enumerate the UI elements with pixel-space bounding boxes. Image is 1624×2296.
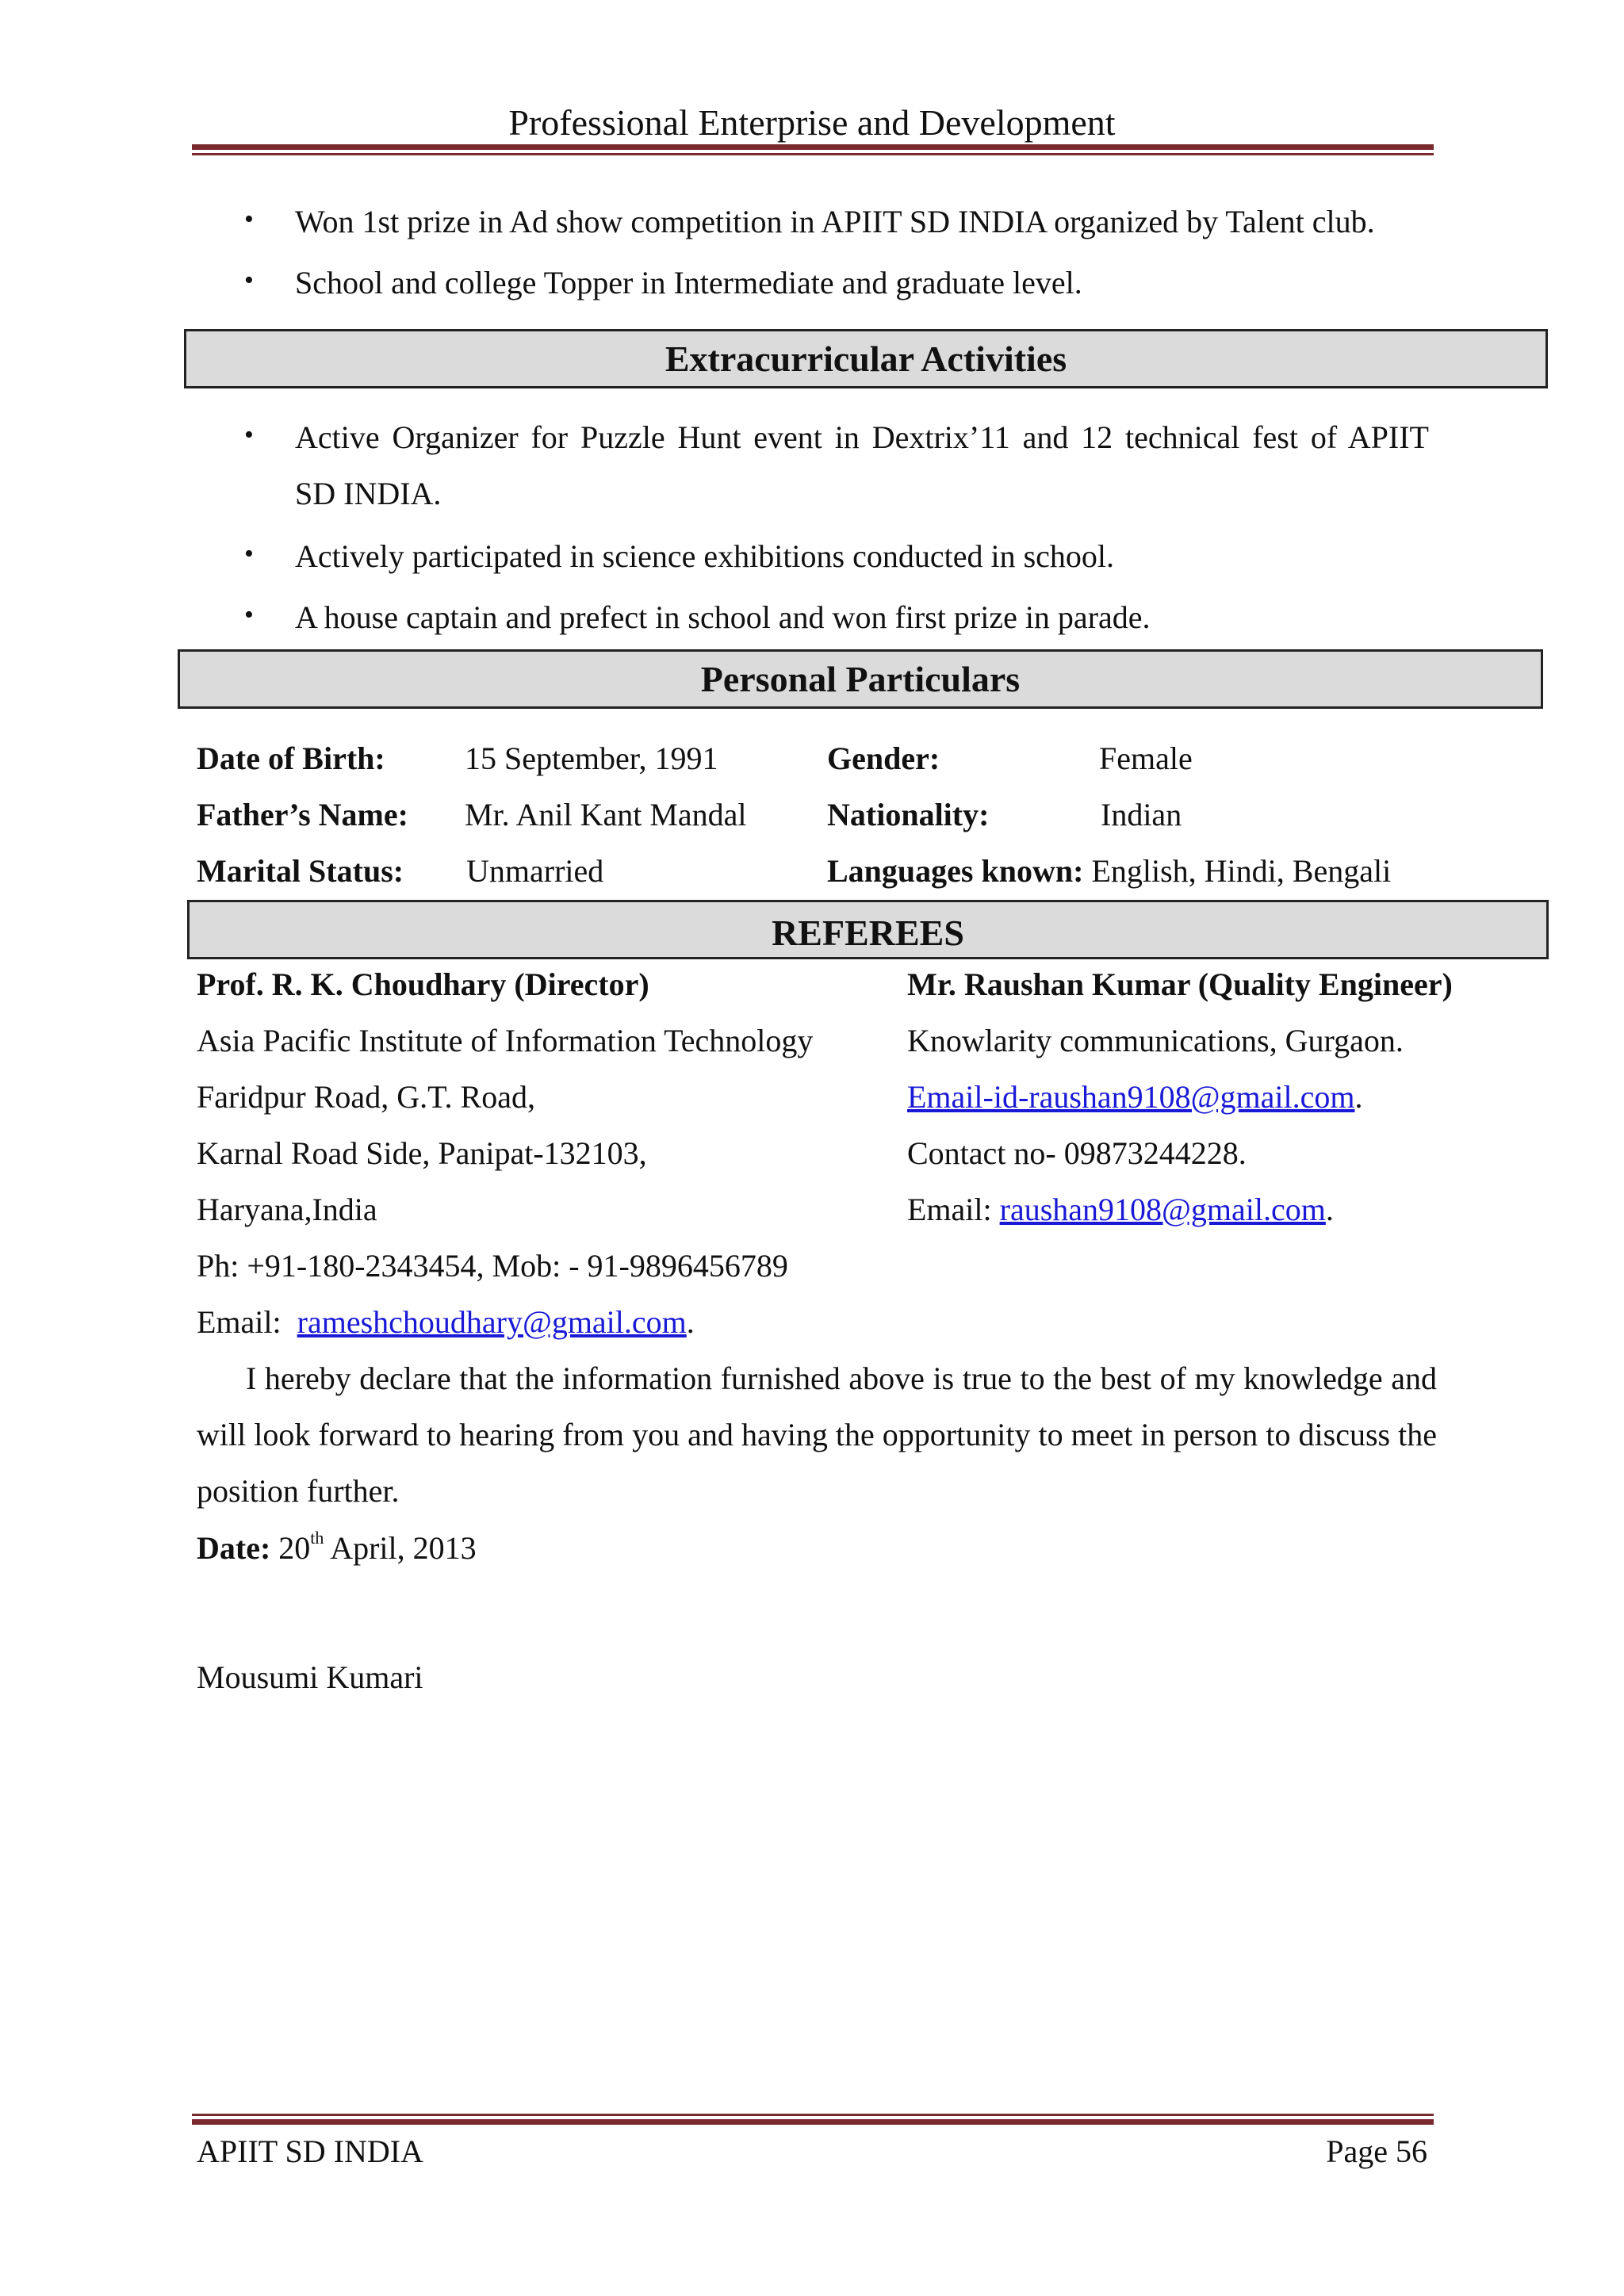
email-label: Email: xyxy=(907,1192,1000,1227)
header-rule xyxy=(192,144,1434,150)
referee-left-line: Haryana,India xyxy=(197,1192,377,1227)
languages-row xyxy=(827,855,1391,887)
bullet-icon: • xyxy=(244,205,254,234)
languages-value: English, Hindi, Bengali xyxy=(1083,853,1392,889)
activity-item: Active Organizer for Puzzle Hunt event in Dextrix’11 and 12 technical fest of APIIT xyxy=(295,419,1429,455)
gender-label: Gender: xyxy=(827,740,940,776)
referee-left-email-link[interactable]: rameshchoudhary@gmail.com xyxy=(297,1304,687,1340)
referee-left-line: Asia Pacific Institute of Information Technology xyxy=(197,1023,814,1058)
bullet-icon: • xyxy=(244,539,254,568)
activity-item: A house captain and prefect in school and won first prize in parade. xyxy=(295,599,1151,635)
footer-rule xyxy=(192,2119,1434,2125)
nationality-value: Indian xyxy=(1101,797,1182,832)
father-name-value: Mr. Anil Kant Mandal xyxy=(465,797,747,832)
declaration-date-row xyxy=(197,1528,477,1566)
achievement-item: Won 1st prize in Ad show competition in APIIT SD INDIA organized by Talent club. xyxy=(295,204,1375,239)
nationality-label: Nationality: xyxy=(827,797,990,832)
header-rule-thin xyxy=(192,153,1434,155)
father-name-label: Father’s Name: xyxy=(197,797,408,832)
email-label: Email: xyxy=(197,1304,297,1340)
bullet-icon: • xyxy=(244,420,254,450)
declaration-text: I hereby declare that the information furnished above is true to the best of my knowledge and will look forward to hearing from you and having the opportunity to meet in person to discuss the position further. xyxy=(197,1360,1437,1509)
referee-left-email-row xyxy=(197,1304,695,1340)
page-number: Page 56 xyxy=(1326,2133,1427,2169)
page-header-title: Professional Enterprise and Development xyxy=(508,102,1116,143)
section-heading-referees: REFEREES xyxy=(187,900,1549,959)
dob-label: Date of Birth: xyxy=(197,740,385,776)
languages-label: Languages known: xyxy=(827,853,1084,889)
date-day: 20 xyxy=(270,1530,311,1566)
referee-left-phone: Ph: +91-180-2343454, Mob: - 91-9896456789 xyxy=(197,1248,788,1284)
section-heading-extracurricular: Extracurricular Activities xyxy=(184,329,1548,388)
footer-left: APIIT SD INDIA xyxy=(197,2133,423,2169)
marital-status-value: Unmarried xyxy=(466,853,604,889)
referee-right-email-link[interactable]: raushan9108@gmail.com xyxy=(999,1192,1326,1227)
dob-value: 15 September, 1991 xyxy=(465,740,718,776)
signature-name: Mousumi Kumari xyxy=(197,1659,423,1695)
referee-right-contact: Contact no- 09873244228. xyxy=(907,1135,1247,1171)
gender-value: Female xyxy=(1099,740,1193,776)
punctuation: . xyxy=(686,1304,695,1340)
referee-right-email-row xyxy=(907,1194,1334,1226)
referee-right-email-id-link[interactable]: Email-id-raushan9108@gmail.com xyxy=(907,1079,1355,1115)
section-heading-personal: Personal Particulars xyxy=(178,649,1543,709)
punctuation: . xyxy=(1325,1192,1334,1227)
marital-status-label: Marital Status: xyxy=(197,853,404,889)
bullet-icon: • xyxy=(244,266,254,295)
activity-item-continued: SD INDIA. xyxy=(295,476,442,511)
date-label: Date: xyxy=(197,1530,271,1566)
footer-rule-thin xyxy=(192,2114,1434,2116)
referee-left-line: Faridpur Road, G.T. Road, xyxy=(197,1079,535,1115)
referee-left-name: Prof. R. K. Choudhary (Director) xyxy=(197,966,649,1002)
referee-right-email-id-row xyxy=(907,1081,1362,1113)
bullet-icon: • xyxy=(244,600,254,629)
referee-left-line: Karnal Road Side, Panipat-132103, xyxy=(197,1135,647,1171)
punctuation: . xyxy=(1354,1079,1363,1115)
achievement-item: School and college Topper in Intermediate and graduate level. xyxy=(295,265,1082,300)
date-ordinal: th xyxy=(310,1528,324,1548)
referee-right-line: Knowlarity communications, Gurgaon. xyxy=(907,1023,1404,1058)
referee-right-name: Mr. Raushan Kumar (Quality Engineer) xyxy=(907,966,1453,1002)
date-rest: April, 2013 xyxy=(324,1530,477,1566)
activity-item: Actively participated in science exhibitions conducted in school. xyxy=(295,538,1115,574)
